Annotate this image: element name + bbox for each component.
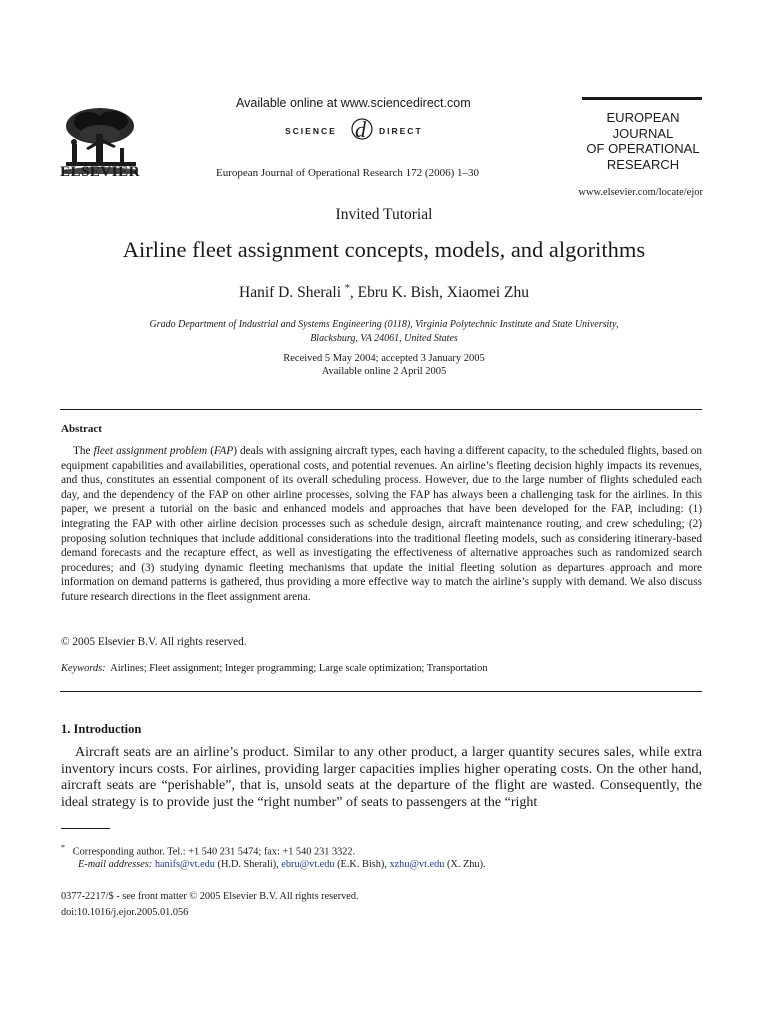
abstract-bottom-rule bbox=[60, 691, 702, 692]
corresponding-author-mark[interactable]: * bbox=[344, 283, 350, 294]
journal-title-line: JOURNAL bbox=[612, 125, 674, 141]
abstract-text: The fleet assignment problem (FAP) deals with assigning aircraft types, each having a different capacity, to the scheduled flights, based on equipment capabilities and availabilities, operational costs, and potential revenues. An airline’s fleeting decision highly impacts its revenues, and thus, constitutes an essential component of its overall scheduling process. However, due to the large number of flights scheduled each day, and the dependency of the FAP on other airline processes, solving the FAP has always been a challenging task for the airlines. In this paper, we present a tutorial on the basic and enhanced models and approaches that have been developed for the FAP, including: (1) integrating the FAP with other airline decision processes such as schedule design, aircraft maintenance routing, and crew scheduling; (2) proposing solution techniques that include additional considerations into the traditional fleeting models, such as considering itinerary-based demand forecasts and the recapture effect, as well as investigating the effectiveness of alternative approaches such as randomized search procedures; and (3) studying dynamic fleeting mechanisms that update the initial fleeting solution as departures approach and more information on demand patterns is gathered, thus providing a more effective way to match the airline’s supply with demand. We also discuss future research directions in the fleet assignment arena. bbox=[61, 445, 702, 603]
elsevier-wordmark: ELSEVIER bbox=[60, 164, 140, 180]
introduction-text: Aircraft seats are an airline’s product. Similar to any other product, a larger quantity secures sales, while extra inventory incurs costs. For airlines, providing larger capacities implies higher operating costs. On the other hand, aircraft seats are “perishable”, that is, unsold seats at the departure of the flight are wasted. Consequently, the ideal strategy is to provide just the “right number” of seats to passengers at the “right bbox=[61, 745, 702, 810]
keywords-label: Keywords: bbox=[61, 663, 106, 674]
available-online-text[interactable]: Available online at www.sciencedirect.com bbox=[236, 96, 471, 110]
journal-title-line: RESEARCH bbox=[606, 156, 680, 172]
journal-reference: European Journal of Operational Research 172 (2006) 1–30 bbox=[216, 167, 480, 179]
footnote-corresponding-text: Corresponding author. Tel.: +1 540 231 5474; fax: +1 540 231 3322. bbox=[72, 846, 356, 858]
available-date: Available online 2 April 2005 bbox=[321, 366, 447, 377]
journal-url-link[interactable]: www.elsevier.com/locate/ejor bbox=[578, 187, 703, 198]
sciencedirect-logo-left: SCIENCE bbox=[285, 126, 337, 136]
journal-title-line: EUROPEAN bbox=[606, 110, 680, 125]
article-title: Airline fleet assignment concepts, models, and algorithms bbox=[122, 237, 646, 262]
footnote-mark: * bbox=[61, 843, 65, 852]
footnote-emails: E-mail addresses: hanifs@vt.edu (H.D. Sherali), ebru@vt.edu (E.K. Bish), xzhu@vt.edu (X. Zhu). bbox=[78, 859, 486, 870]
journal-title-block bbox=[578, 110, 708, 172]
footnote-rule bbox=[61, 828, 110, 829]
article-dates bbox=[0, 352, 768, 378]
abstract-body: deals with assigning aircraft types, each having a different capacity, to the scheduled flights, based on equipment capabilities and availabilities, operational costs, and potential revenues. An airline’s fleeting decision highly impacts its revenues, and thus, constitutes an essential component of its overall scheduling process. However, due to the large number of flights scheduled each day, and the dependency of the FAP on other airline processes, solving the FAP has always been a challenging task for the airlines. In this paper, we present a tutorial on the basic and enhanced models and approaches that have been developed for the FAP, including: (1) integrating the FAP with other airline decision processes such as schedule design, aircraft maintenance routing, and crew scheduling; (2) proposing solution techniques that include additional considerations into the traditional fleeting models, such as considering itinerary-based demand forecasts and the recapture effect, as well as investigating the effectiveness of alternative approaches such as randomized search procedures; and (3) studying dynamic fleeting mechanisms that update the initial fleeting solution as departures approach and more information on demand patterns is gathered, thus providing a more effective way to match the airline’s supply with demand. We also discuss future research directions in the fleet assignment arena. bbox=[61, 445, 702, 603]
fap-term: fleet assignment problem bbox=[93, 445, 208, 457]
abstract-heading: Abstract bbox=[61, 423, 102, 435]
article-kind: Invited Tutorial bbox=[335, 206, 433, 223]
author-list: Hanif D. Sherali *, Ebru K. Bish, Xiaomei Zhu bbox=[239, 283, 529, 302]
abstract-copyright: © 2005 Elsevier B.V. All rights reserved. bbox=[61, 636, 247, 648]
journal-title-rule bbox=[582, 97, 702, 100]
journal-title-line: OF OPERATIONAL bbox=[586, 141, 700, 156]
affiliation bbox=[60, 318, 708, 346]
sciencedirect-logo bbox=[285, 115, 440, 145]
email-label: E-mail addresses: bbox=[78, 859, 153, 870]
affiliation-line: Blacksburg, VA 24061, United States bbox=[310, 333, 458, 344]
fap-abbrev: FAP bbox=[213, 445, 234, 457]
issn-line: 0377-2217/$ - see front matter © 2005 Elsevier B.V. All rights reserved. bbox=[61, 891, 359, 902]
keywords-line bbox=[61, 663, 488, 674]
email-link-bish[interactable]: ebru@vt.edu bbox=[281, 859, 335, 870]
received-date: Received 5 May 2004; accepted 3 January 2005 bbox=[283, 353, 485, 364]
doi-line[interactable]: doi:10.1016/j.ejor.2005.01.056 bbox=[61, 907, 189, 918]
author-names-rest: Ebru K. Bish, Xiaomei Zhu bbox=[357, 284, 529, 302]
abstract-top-rule bbox=[60, 409, 702, 410]
section-heading: 1. Introduction bbox=[61, 722, 142, 736]
email-link-sherali[interactable]: hanifs@vt.edu bbox=[154, 859, 215, 870]
keywords-list: Airlines; Fleet assignment; Integer programming; Large scale optimization; Transportation bbox=[110, 663, 488, 674]
sciencedirect-logo-right: DIRECT bbox=[379, 126, 423, 136]
email-link-zhu[interactable]: xzhu@vt.edu bbox=[389, 859, 445, 870]
author-name: Hanif D. Sherali bbox=[239, 284, 342, 302]
footnote-corresponding bbox=[61, 843, 355, 857]
svg-text:d: d bbox=[355, 117, 366, 142]
affiliation-line: Grado Department of Industrial and Systems Engineering (0118), Virginia Polytechnic Institute and State University, bbox=[149, 319, 619, 330]
